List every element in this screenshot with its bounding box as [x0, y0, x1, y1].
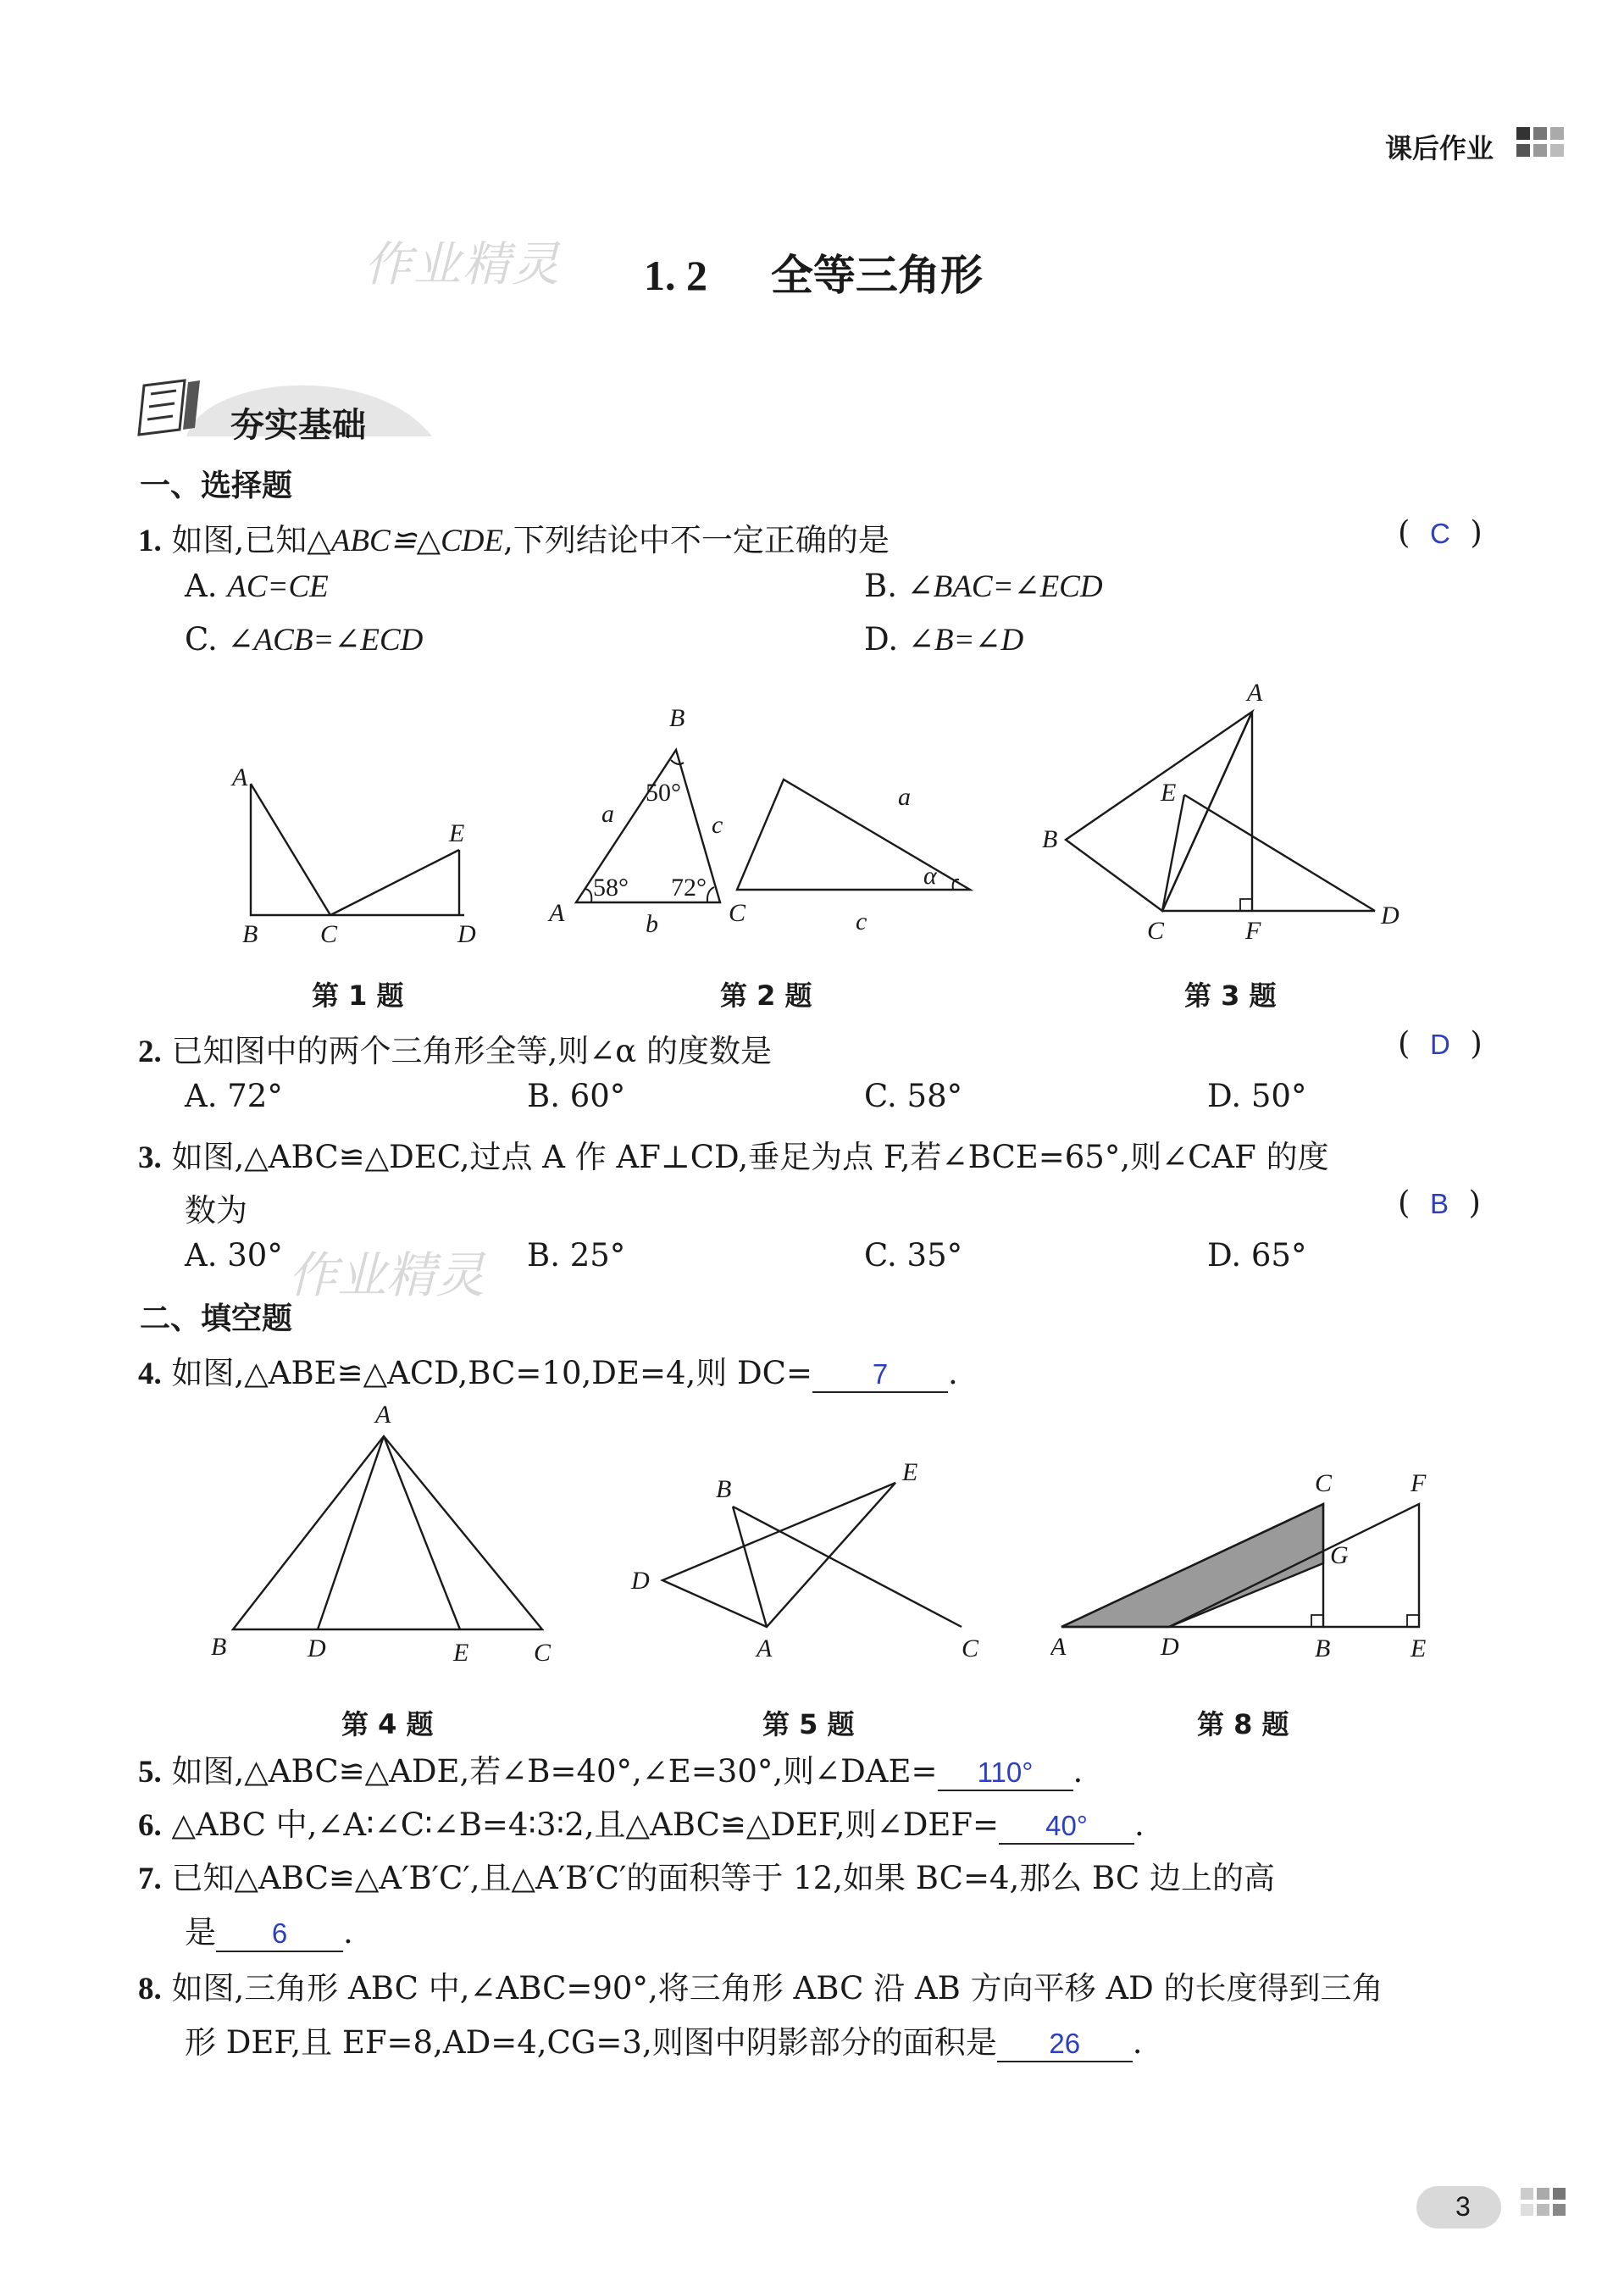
fig1-lines	[251, 784, 464, 915]
fig2-label-c2: c	[856, 907, 867, 935]
figure-2-caption: 第 2 题	[720, 980, 812, 1012]
q1-option-b: B. ∠BAC=∠ECD	[864, 568, 1103, 604]
fig5-label-D: D	[631, 1567, 650, 1595]
figure-1-caption: 第 1 题	[312, 980, 404, 1012]
fig5-label-E: E	[902, 1458, 918, 1486]
fig8-label-E: E	[1411, 1634, 1427, 1662]
fig2-label-C: C	[729, 899, 746, 927]
q6-stem: 6. △ABC 中,∠A∶∠C∶∠B=4∶3∶2,且△ABC≌△DEF,则∠DEF= 40° .	[138, 1806, 1145, 1843]
fig2-label-a: a	[601, 800, 614, 828]
fig1-label-E: E	[449, 819, 465, 847]
fig2-angle-C: 72°	[671, 874, 707, 902]
q3-option-d: D. 65°	[1207, 1237, 1307, 1274]
q4-stem: 4. 如图,△ABE≌△ACD,BC=10,DE=4,则 DC= 7 .	[138, 1355, 958, 1391]
q3-line2: 数为	[185, 1192, 247, 1229]
q2-answer: D	[1429, 1029, 1450, 1060]
fig8-label-F: F	[1411, 1469, 1427, 1497]
q5-answer: 110°	[977, 1757, 1034, 1788]
q7-line1: 已知△ABC≌△A′B′C′,且△A′B′C′的面积等于 12,如果 BC=4,那么 BC 边上的高	[171, 1860, 1275, 1896]
q7-stem-line1	[138, 1852, 1275, 1898]
figure-5-caption: 第 5 题	[762, 1708, 855, 1740]
q1-number: 1.	[138, 524, 162, 558]
banner-text: 夯实基础	[230, 406, 366, 445]
figure-8	[1050, 1453, 1449, 1682]
fig4-label-D: D	[308, 1634, 326, 1662]
fig4-label-E: E	[453, 1639, 469, 1667]
q1-expr: △ABC≌△CDE	[307, 524, 504, 558]
figure-4	[208, 1402, 572, 1682]
fig5-label-B: B	[716, 1475, 732, 1503]
q2-answer-bracket: ( D )	[1398, 1025, 1483, 1062]
q4-text: 如图,△ABE≌△ACD,BC=10,DE=4,则 DC=	[171, 1355, 812, 1391]
section-choice-heading: 一、选择题	[140, 469, 293, 503]
q8-stem-line2: 形 DEF,且 EF=8,AD=4,CG=3,则图中阴影部分的面积是 26 .	[185, 2024, 1143, 2061]
q6-answer: 40°	[1045, 1810, 1088, 1841]
section-fill-heading: 二、填空题	[140, 1301, 293, 1336]
q2-text: 已知图中的两个三角形全等,则∠α 的度数是	[171, 1033, 773, 1069]
q7-answer: 6	[271, 1917, 288, 1949]
figure-2	[542, 699, 983, 945]
fig3-label-A: A	[1247, 679, 1263, 707]
figure-5	[623, 1453, 1021, 1682]
q1-option-c: C. ∠ACB=∠ECD	[185, 621, 424, 658]
q2-option-b: B. 60°	[527, 1078, 626, 1114]
q5-text: 如图,△ABC≌△ADE,若∠B=40°,∠E=30°,则∠DAE=	[171, 1753, 938, 1790]
q2-number: 2.	[138, 1035, 162, 1069]
fig1-label-B: B	[242, 920, 258, 948]
page-number: 3	[1455, 2191, 1471, 2222]
section-title-text: 全等三角形	[770, 250, 983, 300]
q3-answer-bracket: ( B )	[1398, 1185, 1481, 1221]
fig1-label-D: D	[457, 920, 476, 948]
q8-line1: 如图,三角形 ABC 中,∠ABC=90°,将三角形 ABC 沿 AB 方向平移 AD 的长度得到三角	[171, 1970, 1383, 2006]
q3-line1: 如图,△ABC≌△DEC,过点 A 作 AF⊥CD,垂足为点 F,若∠BCE=65°,则∠CAF 的度	[171, 1139, 1329, 1175]
q5-stem: 5. 如图,△ABC≌△ADE,若∠B=40°,∠E=30°,则∠DAE= 110° .	[138, 1753, 1084, 1790]
section-title	[644, 241, 983, 302]
fig1-label-A: A	[232, 763, 248, 791]
fig3-label-D: D	[1381, 902, 1400, 930]
fig2-angle-B: 50°	[646, 779, 681, 807]
q1-pre: 如图,已知	[171, 522, 308, 558]
q3-option-b: B. 25°	[527, 1237, 626, 1274]
fig8-label-D: D	[1161, 1633, 1179, 1661]
q8-answer: 26	[1049, 2028, 1081, 2059]
q1-option-a: A. AC=CE	[185, 568, 329, 604]
fig8-label-A: A	[1050, 1633, 1067, 1661]
fig5-label-A: A	[757, 1634, 773, 1662]
figure-3	[1034, 674, 1423, 945]
book-icon	[139, 380, 200, 435]
q5-number: 5.	[138, 1755, 162, 1790]
q1-post: ,下列结论中不一定正确的是	[503, 522, 890, 558]
q1-answer-bracket: ( C )	[1398, 514, 1483, 551]
q1-answer: C	[1429, 518, 1450, 549]
q6-text: △ABC 中,∠A∶∠C∶∠B=4∶3∶2,且△ABC≌△DEF,则∠DEF=	[171, 1806, 1000, 1843]
q4-answer: 7	[872, 1358, 889, 1390]
fig4-label-A: A	[375, 1402, 391, 1429]
q4-number: 4.	[138, 1357, 162, 1391]
fig3-label-B: B	[1042, 825, 1058, 853]
footer-grid-icon	[1521, 2186, 1571, 2228]
fig2-label-b: b	[646, 910, 658, 938]
fig3-label-C: C	[1147, 917, 1165, 945]
header-label: 课后作业	[1385, 132, 1494, 164]
q3-option-c: C. 35°	[864, 1237, 963, 1274]
fig1-label-C: C	[320, 920, 338, 948]
header-grid-icon	[1516, 127, 1567, 159]
fig8-label-B: B	[1315, 1634, 1331, 1662]
fig3-label-F: F	[1245, 917, 1261, 945]
fig5-label-C: C	[962, 1634, 979, 1662]
figure-3-caption: 第 3 题	[1184, 980, 1277, 1012]
figure-8-caption: 第 8 题	[1197, 1708, 1289, 1740]
fig8-label-G: G	[1330, 1541, 1349, 1569]
fig2-label-c: c	[712, 811, 723, 839]
q1-option-d: D. ∠B=∠D	[864, 621, 1024, 658]
q3-number: 3.	[138, 1140, 162, 1175]
q7-number: 7.	[138, 1862, 162, 1896]
q8-stem-line1	[138, 1962, 1383, 2008]
fig8-label-C: C	[1315, 1469, 1333, 1497]
fig2-label-B: B	[669, 704, 685, 732]
q2-option-a: A. 72°	[185, 1078, 283, 1114]
q2-option-c: C. 58°	[864, 1078, 963, 1114]
fig4-label-B: B	[211, 1633, 227, 1661]
q2-stem	[138, 1025, 772, 1071]
q1-stem	[138, 514, 890, 560]
q7-stem-line2: 是 6 .	[185, 1914, 353, 1951]
q3-option-a: A. 30°	[185, 1237, 283, 1274]
q2-option-d: D. 50°	[1207, 1078, 1307, 1114]
fig3-label-E: E	[1161, 779, 1177, 807]
q6-number: 6.	[138, 1808, 162, 1843]
figure-4-caption: 第 4 题	[341, 1708, 434, 1740]
fig4-label-C: C	[534, 1639, 551, 1667]
fig2-label-A: A	[549, 899, 565, 927]
figure-1	[220, 763, 500, 949]
fig2-angle-A: 58°	[593, 874, 629, 902]
q3-stem-line1	[138, 1131, 1329, 1177]
watermark-mid: 作业精灵	[288, 1246, 485, 1304]
fig2-label-a2: a	[898, 783, 911, 811]
section-title-number: 1. 2	[644, 252, 707, 299]
q3-answer: B	[1429, 1188, 1449, 1219]
q8-number: 8.	[138, 1972, 162, 2006]
watermark-title: 作业精灵	[364, 237, 561, 292]
fig2-label-alpha: α	[923, 862, 937, 890]
